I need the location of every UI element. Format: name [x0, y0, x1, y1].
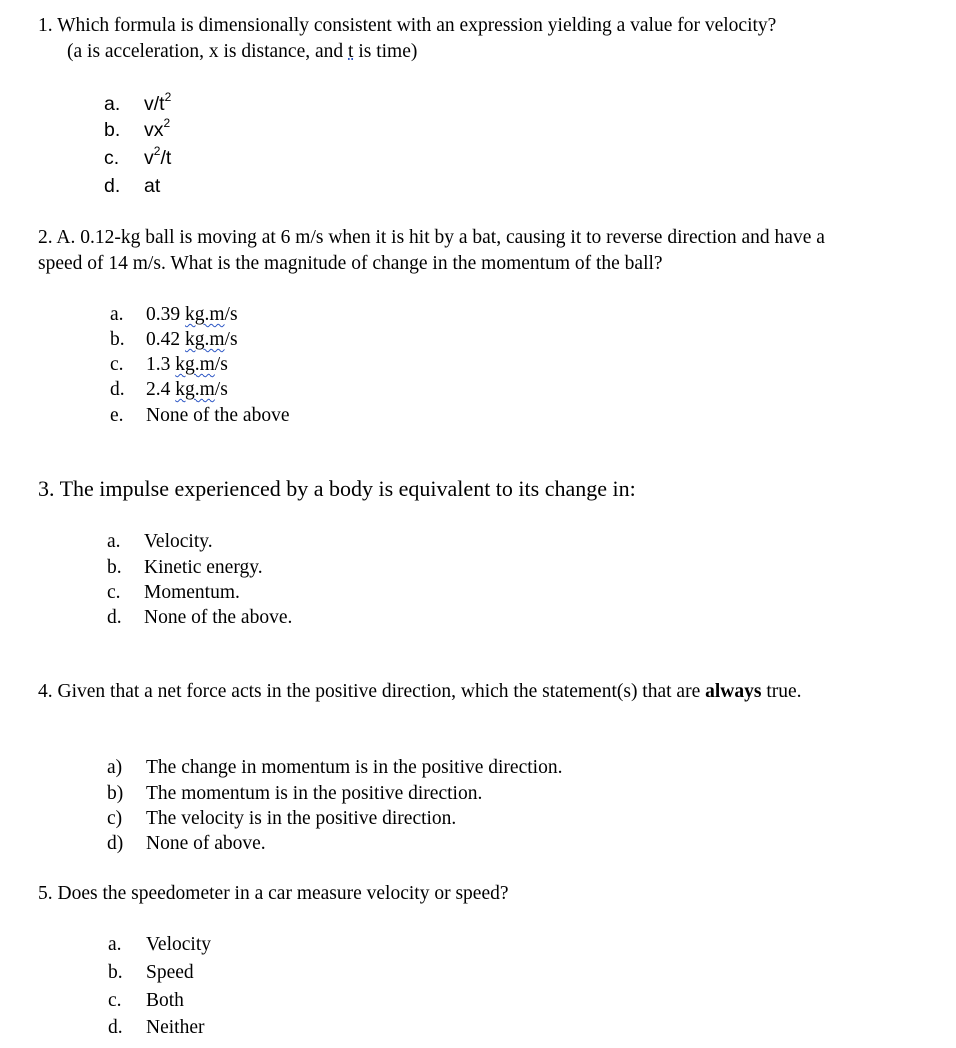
- question-5-text: 5. Does the speedometer in a car measure velocity or speed?: [38, 883, 509, 904]
- emphasis-always: always: [705, 681, 762, 702]
- question-2-text-line2: speed of 14 m/s. What is the magnitude of change in the momentum of the ball?: [38, 253, 663, 274]
- question-3-text: 3. The impulse experienced by a body is equivalent to its change in:: [38, 476, 636, 501]
- question-1-note: (a is acceleration, x is distance, and t is time): [67, 41, 418, 62]
- spell-underlined-t: t: [348, 41, 354, 62]
- question-1-text: 1. Which formula is dimensionally consistent with an expression yielding a value for velocity?: [38, 15, 777, 36]
- question-4-text: 4. Given that a net force acts in the positive direction, which the statement(s) that are always true.: [38, 681, 802, 702]
- question-2-text-line1: 2. A. 0.12-kg ball is moving at 6 m/s when it is hit by a bat, causing it to reverse direction and have a: [38, 227, 825, 248]
